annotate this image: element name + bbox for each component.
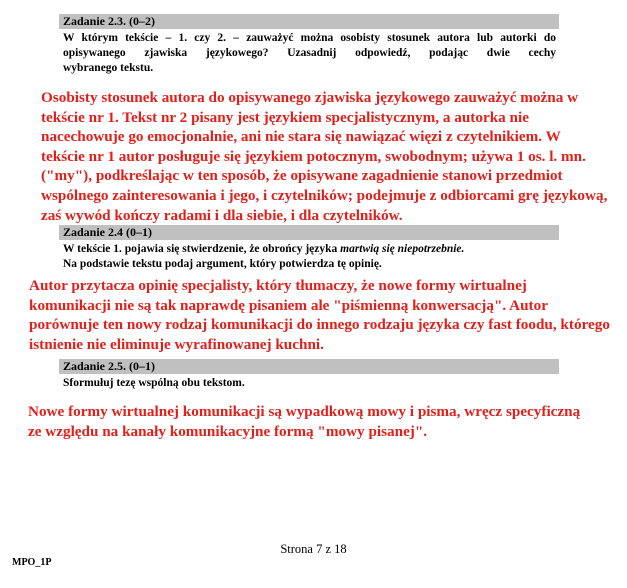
answer-line: ("my"), podkreślając w ten sposób, że opisywane zagadnienie stanowi przedmiot [41, 167, 563, 185]
answer-line: porównuje ten nowy rodzaj komunikacji do innego rodzaju języka czy fast foodu, którego [29, 316, 610, 334]
answer-line: tekście nr 1 autor posługuje się językiem potocznym, swobodnym; używa 1 os. l. mn. [41, 147, 586, 165]
task-2-4-header [59, 225, 559, 240]
answer-line: Nowe formy wirtualnej komunikacji są wypadkową mowy i pisma, wręcz specyficzną [28, 403, 581, 420]
answer-line: Osobisty stosunek autora do opisywanego zjawiska językowego zauważyć można w [41, 89, 579, 106]
answer-line: tekście nr 1. Tekst nr 2 pisany jest językiem specjalistycznym, a autorka nie [41, 108, 529, 126]
task-2-5-header [59, 359, 559, 374]
answer-line: wspólnego zainteresowania i jego, i czytelników; podejmuje z odbiorcami grę językową, [41, 186, 608, 204]
task-2-3-title: Zadanie 2.3. (0–2) [63, 14, 156, 28]
answer-line: komunikacji nie są tak naprawdę pisaniem ale "piśmienną konwersacją". Autor [29, 296, 548, 314]
answer-line: ze względu na kanały komunikacyjne formą "mowy pisanej". [28, 422, 428, 440]
task-2-4-question-line: Na podstawie tekstu podaj argument, który potwierdza tę opinię. [63, 258, 382, 270]
page-number: Strona 7 z 18 [280, 542, 347, 556]
task-2-3-question-line: wybranego tekstu. [63, 62, 154, 74]
answer-line: istnienie nie eliminuje wyrafinowanej kuchni. [29, 335, 324, 353]
task-2-5-title: Zadanie 2.5. (0–1) [63, 359, 156, 373]
answer-line: nacechowuje go emocjonalnie, ani nie stara się nawiązać więzi z czytelnikiem. W [41, 128, 561, 146]
answer-line: Autor przytacza opinię specjalisty, który tłumaczy, że nowe formy wirtualnej [29, 277, 527, 294]
task-2-4-answer [29, 276, 619, 354]
task-2-3-question [63, 31, 556, 76]
task-2-4-question-prefix: W tekście 1. pojawia się stwierdzenie, że obrońcy języka [63, 243, 341, 255]
task-2-3-question-line: opisywanego zjawiska językowego? Uzasadnij odpowiedź, podając dwie cechy [63, 47, 556, 59]
exam-code: MPO_1P [12, 557, 52, 568]
task-2-3-answer [41, 88, 613, 225]
task-2-4-title: Zadanie 2.4 (0–1) [63, 225, 153, 239]
task-2-3-header [59, 14, 559, 29]
task-2-3-question-line: W którym tekście – 1. czy 2. – zauważyć można osobisty stosunek autora lub autorki do [63, 32, 556, 44]
task-2-4-question [63, 242, 556, 272]
task-2-4-question-line [63, 242, 556, 257]
task-2-4-question-quote: martwią się niepotrzebnie. [340, 243, 465, 255]
answer-line: zaś wywód kończy radami i dla siebie, i dla czytelników. [41, 206, 403, 224]
task-2-5-question [63, 376, 556, 391]
task-2-5-answer [28, 402, 618, 441]
task-2-5-question-line: Sformułuj tezę wspólną obu tekstom. [63, 377, 245, 389]
